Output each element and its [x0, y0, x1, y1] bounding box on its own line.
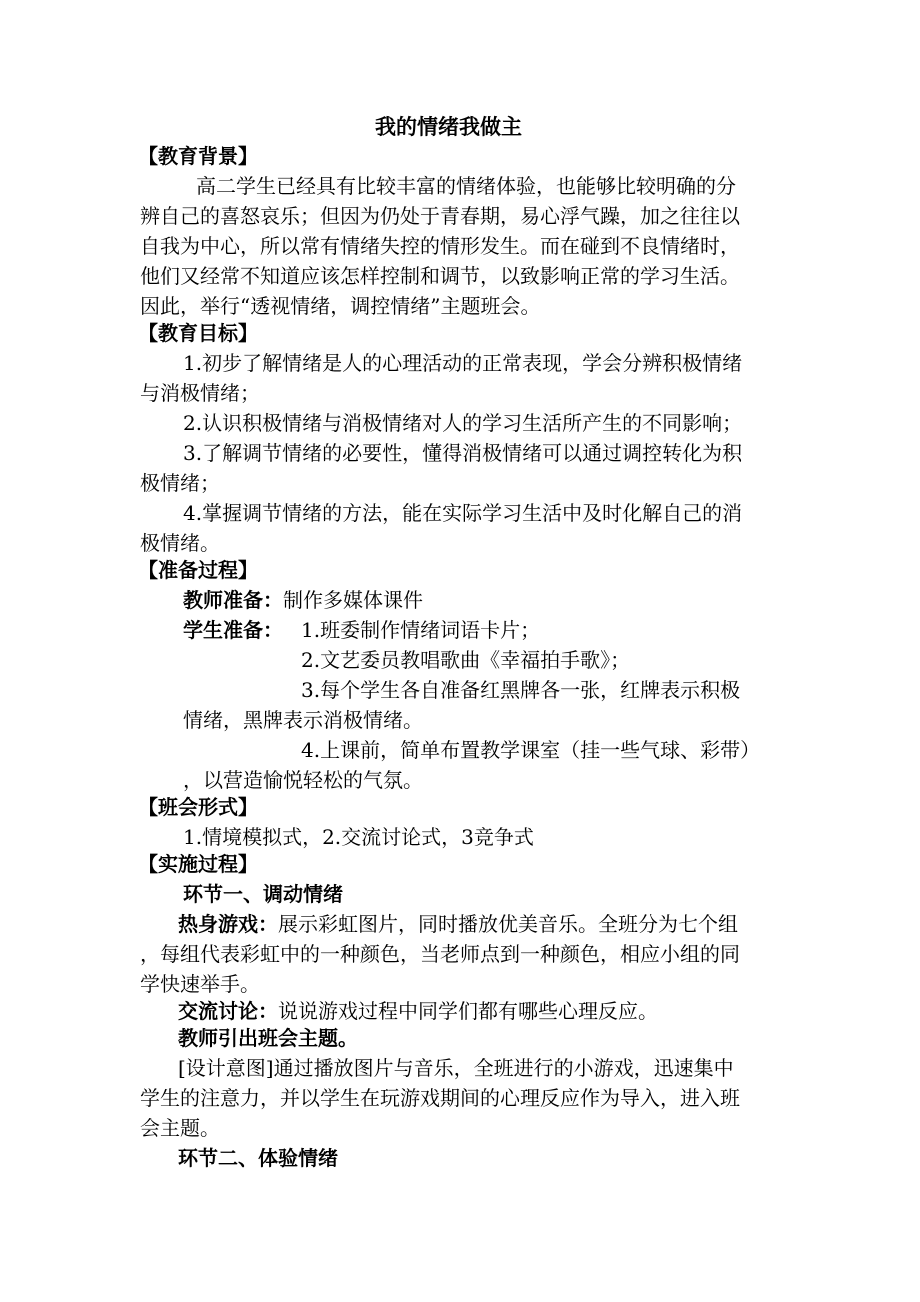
goal-line: 极情绪。 — [140, 531, 220, 555]
paragraph-line: 高二学生已经具有比较丰富的情绪体验，也能够比较明确的分 — [196, 174, 736, 198]
warmup-line: ，每组代表彩虹中的一种颜色，当老师点到一种颜色，相应小组的同 — [140, 942, 740, 966]
discussion-label: 交流讨论： — [178, 999, 278, 1023]
goal-line: 与消极情绪； — [140, 381, 260, 405]
section-heading-format: 【班会形式】 — [138, 795, 258, 819]
warmup-text: 展示彩虹图片，同时播放优美音乐。全班分为七个组 — [278, 912, 738, 936]
teacher-prep-text: 制作多媒体课件 — [283, 588, 423, 612]
section-heading-process: 【实施过程】 — [138, 852, 258, 876]
goal-line: 2.认识积极情绪与消极情绪对人的学习生活所产生的不同影响； — [183, 411, 743, 435]
warmup-line: 学快速举手。 — [140, 972, 260, 996]
discussion-line — [178, 998, 658, 1024]
section-heading-background: 【教育背景】 — [138, 144, 258, 168]
teacher-prep-label: 教师准备： — [183, 588, 283, 612]
student-prep-line: 2.文艺委员教唱歌曲《幸福拍手歌》； — [301, 648, 631, 672]
paragraph-line: 辨自己的喜怒哀乐；但因为仍处于青春期，易心浮气躁，加之往往以 — [140, 204, 740, 228]
section-heading-goals: 【教育目标】 — [138, 321, 258, 345]
paragraph-line: 他们又经常不知道应该怎样控制和调节，以致影响正常的学习生活。 — [140, 264, 740, 288]
goal-line: 4.掌握调节情绪的方法，能在实际学习生活中及时化解自己的消 — [183, 501, 743, 525]
paragraph-line: 因此，举行“透视情绪，调控情绪”主题班会。 — [140, 294, 541, 318]
student-prep-line: 3.每个学生各自准备红黑牌各一张，红牌表示积极 — [301, 678, 741, 702]
section-heading-preparation: 【准备过程】 — [138, 558, 258, 582]
warmup-label: 热身游戏： — [178, 912, 278, 936]
discussion-text: 说说游戏过程中同学们都有哪些心理反应。 — [278, 999, 658, 1023]
design-intent-label: [设计意图] — [178, 1056, 274, 1080]
design-intent-line: 学生的注意力，并以学生在玩游戏期间的心理反应作为导入，进入班 — [140, 1086, 740, 1110]
goal-line: 1.初步了解情绪是人的心理活动的正常表现，学会分辨积极情绪 — [183, 351, 743, 375]
student-prep-label: 学生准备： — [183, 618, 283, 642]
student-prep-line: 情绪，黑牌表示消极情绪。 — [183, 708, 423, 732]
student-prep-line: ，以营造愉悦轻松的气氛。 — [183, 768, 423, 792]
step-one-heading: 环节一、调动情绪 — [183, 882, 343, 906]
goal-line: 3.了解调节情绪的必要性，懂得消极情绪可以通过调控转化为积 — [183, 441, 743, 465]
design-intent-text: 通过播放图片与音乐，全班进行的小游戏，迅速集中 — [273, 1056, 734, 1080]
teacher-prep-line — [183, 587, 423, 613]
warmup-line — [178, 911, 738, 937]
goal-line: 极情绪； — [140, 471, 220, 495]
teacher-intro-line: 教师引出班会主题。 — [178, 1026, 358, 1050]
design-intent-line — [178, 1055, 734, 1081]
student-prep-line: 1.班委制作情绪词语卡片； — [301, 618, 541, 642]
design-intent-line: 会主题。 — [140, 1116, 220, 1140]
page-title: 我的情绪我做主 — [375, 115, 522, 139]
step-two-heading: 环节二、体验情绪 — [178, 1146, 338, 1170]
student-prep-line: 4.上课前，简单布置教学课室（挂一些气球、彩带） — [301, 738, 761, 762]
paragraph-line: 自我为中心，所以常有情绪失控的情形发生。而在碰到不良情绪时， — [140, 234, 740, 258]
format-text: 1.情境模拟式，2.交流讨论式，3竞争式 — [183, 825, 534, 849]
